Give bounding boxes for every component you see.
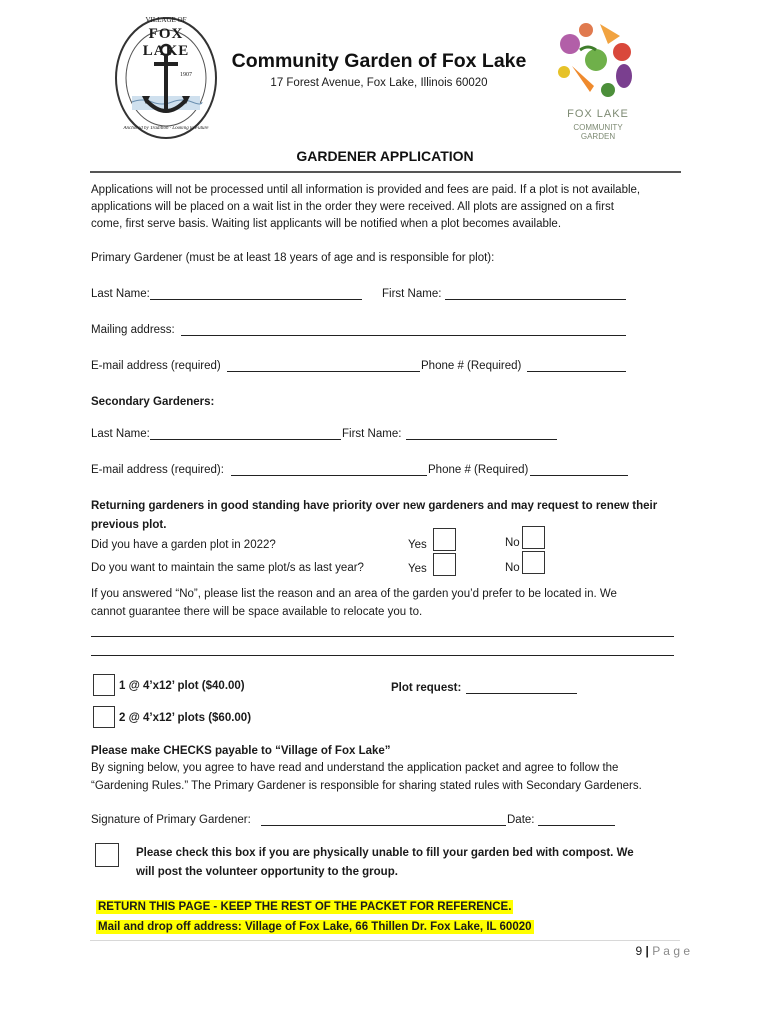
mail-dropoff-note	[96, 920, 534, 935]
secondary-phone-field[interactable]	[530, 463, 628, 476]
secondary-email-label: E-mail address (required):	[91, 464, 224, 476]
secondary-email-field[interactable]	[231, 463, 427, 476]
heading-divider	[90, 171, 681, 173]
primary-phone-label: Phone # (Required)	[421, 360, 522, 372]
compost-checkbox[interactable]	[95, 843, 119, 867]
relocation-note-line-2: cannot guarantee there will be space available to relocate you to.	[91, 606, 423, 618]
primary-phone-field[interactable]	[527, 359, 626, 372]
q2-yes-checkbox[interactable]	[433, 553, 456, 576]
q2-yes-label: Yes	[408, 563, 427, 575]
community-garden-logo	[550, 16, 640, 106]
plot-option-2-checkbox[interactable]	[93, 706, 115, 728]
page-label: P a g e	[652, 944, 690, 958]
secondary-heading: Secondary Gardeners:	[91, 396, 215, 408]
agreement-line-1: By signing below, you agree to have read and understand the application packet and agree to follow the	[91, 762, 619, 774]
seal-year-text: 1907	[180, 72, 192, 78]
page-number-footer	[560, 944, 690, 958]
agreement-line-2: “Gardening Rules.” The Primary Gardener is responsible for sharing stated rules with Secondary Gardeners.	[91, 780, 642, 792]
compost-note-line-2: will post the volunteer opportunity to the group.	[136, 866, 398, 878]
secondary-first-name-field[interactable]	[406, 427, 557, 440]
page-number: 9	[635, 944, 643, 958]
secondary-phone-label: Phone # (Required)	[428, 464, 529, 476]
mailing-address-label: Mailing address:	[91, 324, 175, 336]
plot-request-field[interactable]	[466, 681, 577, 694]
primary-first-name-label: First Name:	[382, 288, 442, 300]
relocation-note-line-1: If you answered “No”, please list the reason and an area of the garden you’d prefer to be located in. We	[91, 588, 617, 600]
q1-no-label: No	[505, 537, 520, 549]
relocation-reason-line-1[interactable]	[91, 636, 674, 637]
return-page-note-text: RETURN THIS PAGE - KEEP THE REST OF THE PACKET FOR REFERENCE.	[98, 901, 512, 913]
garden-logo-subtitle: COMMUNITY GARDEN	[573, 123, 623, 141]
date-label: Date:	[507, 814, 535, 826]
question-prior-plot: Did you have a garden plot in 2022?	[91, 539, 276, 551]
plot-option-1-checkbox[interactable]	[93, 674, 115, 696]
seal-motto-text: Anchored by Tradition · Looking to Future	[123, 126, 209, 131]
primary-heading: Primary Gardener (must be at least 18 years of age and is responsible for plot):	[91, 252, 495, 264]
intro-line-2: applications will be placed on a wait list in the order they were received. All plots are assigned on a first	[91, 201, 614, 213]
relocation-reason-line-2[interactable]	[91, 655, 674, 656]
secondary-first-name-label: First Name:	[342, 428, 402, 440]
date-field[interactable]	[538, 813, 615, 826]
garden-address: 17 Forest Avenue, Fox Lake, Illinois 60020	[270, 77, 488, 89]
primary-email-label: E-mail address (required)	[91, 360, 221, 372]
question-same-plot: Do you want to maintain the same plot/s as last year?	[91, 562, 364, 574]
intro-line-3: come, first serve basis. Waiting list applicants will be notified when a plot becomes available.	[91, 218, 562, 230]
secondary-last-name-field[interactable]	[150, 427, 341, 440]
signature-field[interactable]	[261, 813, 506, 826]
checks-payable-note: Please make CHECKS payable to “Village of Fox Lake”	[91, 745, 391, 757]
page-separator: |	[645, 944, 649, 958]
primary-email-field[interactable]	[227, 359, 420, 372]
plot-option-2-label: 2 @ 4’x12’ plots ($60.00)	[119, 712, 252, 724]
primary-first-name-field[interactable]	[445, 287, 626, 300]
q2-no-checkbox[interactable]	[522, 551, 545, 574]
q1-no-checkbox[interactable]	[522, 526, 545, 549]
mail-dropoff-note-text: Mail and drop off address: Village of Fox Lake, 66 Thillen Dr. Fox Lake, IL 60020	[98, 921, 532, 933]
primary-last-name-label: Last Name:	[91, 288, 150, 300]
q2-no-label: No	[505, 562, 520, 574]
return-page-note	[96, 900, 513, 915]
seal-top-text: VILLAGE OF	[145, 16, 187, 24]
q1-yes-label: Yes	[408, 539, 427, 551]
footer-divider	[90, 940, 680, 941]
mailing-address-field[interactable]	[181, 323, 626, 336]
secondary-last-name-label: Last Name:	[91, 428, 150, 440]
q1-yes-checkbox[interactable]	[433, 528, 456, 551]
page-title: Community Garden of Fox Lake	[231, 50, 527, 72]
returning-note-line-1: Returning gardeners in good standing have priority over new gardeners and may request to renew their	[91, 500, 658, 512]
signature-label: Signature of Primary Gardener:	[91, 814, 251, 826]
plot-option-1-label: 1 @ 4’x12’ plot ($40.00)	[119, 680, 245, 692]
compost-note-line-1: Please check this box if you are physically unable to fill your garden bed with compost. We	[136, 847, 634, 859]
seal-name-text: FOX LAKE	[142, 26, 190, 59]
form-title: GARDENER APPLICATION	[296, 148, 474, 164]
garden-logo-name: FOX LAKE	[567, 108, 629, 120]
intro-line-1: Applications will not be processed until all information is provided and fees are paid. If a plot is not available,	[91, 184, 641, 196]
plot-request-label: Plot request:	[391, 682, 462, 694]
returning-note-line-2: previous plot.	[91, 519, 167, 531]
primary-last-name-field[interactable]	[150, 287, 362, 300]
